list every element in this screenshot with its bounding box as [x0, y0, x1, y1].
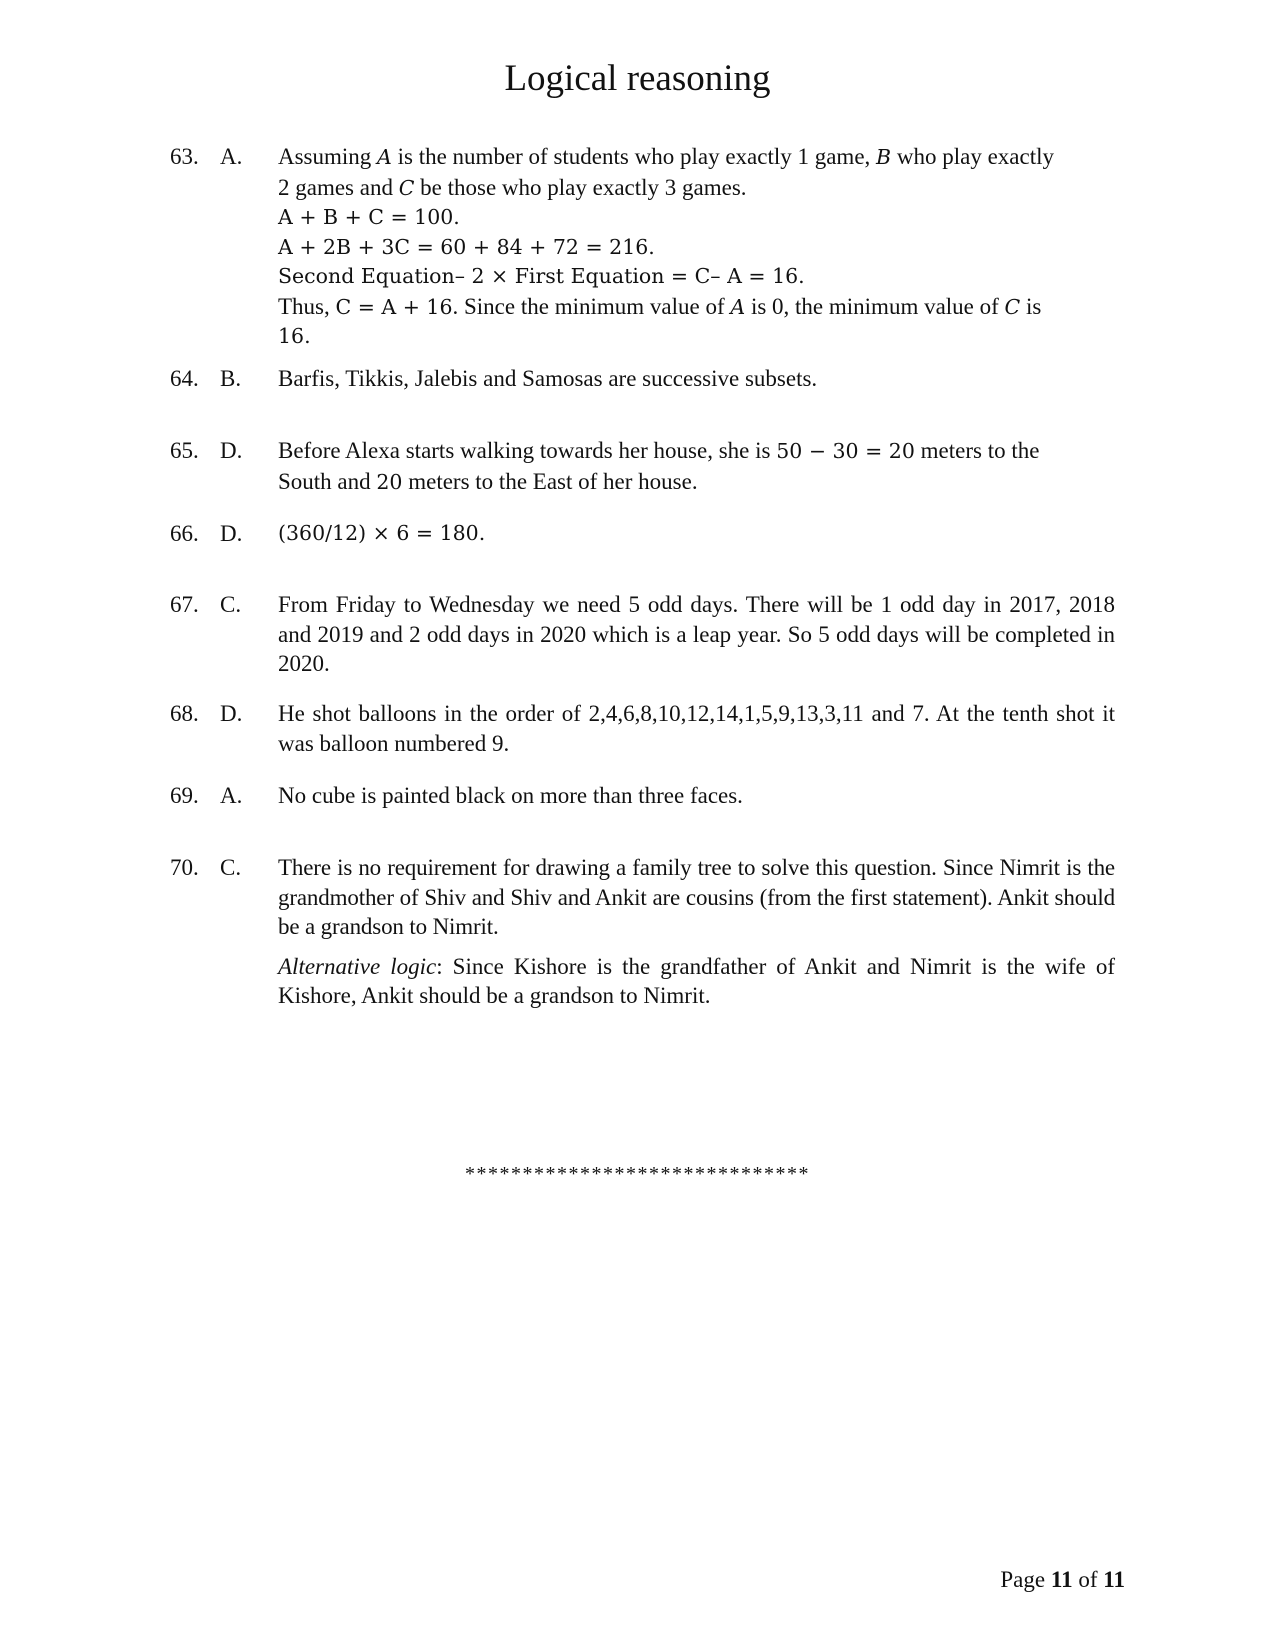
question-number: 65.	[170, 438, 199, 463]
text: is	[1020, 293, 1042, 319]
answer-text: There is no requirement for drawing a family tree to solve this question. Since Nimrit is the grandmother of Shiv and Shiv and Ankit are cousins (from the first statement). Ankit should be a grandson to Nimrit.	[278, 855, 1115, 939]
answer-67	[170, 590, 1115, 679]
page-title: Logical reasoning	[504, 58, 771, 99]
answer-text: Barfis, Tikkis, Jalebis and Samosas are successive subsets.	[278, 366, 818, 391]
answer-68	[170, 699, 1115, 758]
text: 2 games and	[278, 174, 399, 200]
text: meters to the East of her house.	[402, 468, 698, 494]
question-number: 64.	[170, 366, 199, 391]
answer-line	[278, 436, 1115, 467]
answer-option: A.	[220, 783, 243, 808]
answer-69	[170, 781, 1115, 811]
page-label: Page	[1000, 1567, 1051, 1592]
answer-line: 16.	[278, 324, 311, 348]
answer-line	[278, 173, 1115, 204]
question-number: 63.	[170, 144, 199, 169]
answer-text: He shot balloons in the order of 2,4,6,8,10,12,14,1,5,9,13,3,11 and 7. At the tenth shot it was balloon numbered 9.	[278, 701, 1115, 756]
total-pages: 11	[1103, 1567, 1125, 1592]
equation: A + 2B + 3C = 60 + 84 + 72 = 216.	[278, 234, 655, 259]
text: . Since the minimum value of	[452, 293, 731, 319]
answer-line	[278, 142, 1115, 173]
answer-text: No cube is painted black on more than three faces.	[278, 783, 743, 808]
answer-option: C.	[220, 855, 242, 880]
question-number: 68.	[170, 701, 199, 726]
end-separator: ******************************	[465, 1163, 810, 1185]
answer-70	[170, 853, 1115, 1011]
answer-line	[278, 467, 1115, 498]
answer-option: B.	[220, 366, 242, 391]
alternative-logic-label: Alternative logic	[278, 953, 437, 979]
answer-option: D.	[220, 701, 243, 726]
math-var: B	[876, 145, 892, 169]
answer-66	[170, 519, 1115, 549]
question-number: 70.	[170, 855, 199, 880]
question-number: 69.	[170, 783, 199, 808]
answer-64	[170, 364, 1115, 394]
math-var: C	[1004, 294, 1021, 319]
text: who play exactly	[891, 144, 1054, 169]
equation: (360/12) × 6 = 180.	[278, 521, 486, 545]
text: Before Alexa starts walking towards her house, she is	[278, 438, 777, 463]
text: meters to the	[914, 438, 1040, 463]
answer-option: C.	[220, 592, 242, 617]
text: be those who play exactly 3 games.	[414, 174, 747, 200]
answer-line	[278, 292, 1115, 323]
text: is 0, the minimum value of	[745, 293, 1005, 319]
text: Thus,	[278, 293, 336, 319]
answer-63	[170, 142, 1115, 352]
math-number: 20	[376, 469, 403, 494]
question-number: 66.	[170, 521, 199, 546]
equation: 50 − 30 = 20	[776, 439, 915, 463]
equation: Second Equation– 2 × First Equation = C– A = 16.	[278, 264, 805, 288]
text: Assuming	[278, 144, 378, 169]
question-number: 67.	[170, 592, 199, 617]
math-var: C	[398, 175, 415, 200]
page-footer	[1000, 1567, 1125, 1593]
answer-option: D.	[220, 521, 243, 546]
text: South and	[278, 468, 377, 494]
text: : Since Kishore is the grandfather of Ankit and Nimrit is the wife of Kishore, Ankit should be a grandson to Nimrit.	[278, 953, 1115, 1008]
answer-text: From Friday to Wednesday we need 5 odd days. There will be 1 odd day in 2017, 2018 and 2019 and 2 odd days in 2020 which is a leap year. So 5 odd days will be completed in 2020.	[278, 592, 1115, 676]
text: is the number of students who play exactly 1 game,	[391, 144, 877, 169]
current-page: 11	[1050, 1567, 1073, 1592]
math-var: A	[730, 294, 746, 319]
of-label: of	[1072, 1567, 1104, 1592]
math-var: A	[377, 145, 392, 169]
alternative-logic	[278, 952, 1115, 1011]
answer-option: D.	[220, 438, 243, 463]
answer-option: A.	[220, 144, 243, 169]
equation: A + B + C = 100.	[278, 205, 460, 229]
answer-65	[170, 436, 1115, 497]
equation: C = A + 16	[335, 294, 453, 319]
